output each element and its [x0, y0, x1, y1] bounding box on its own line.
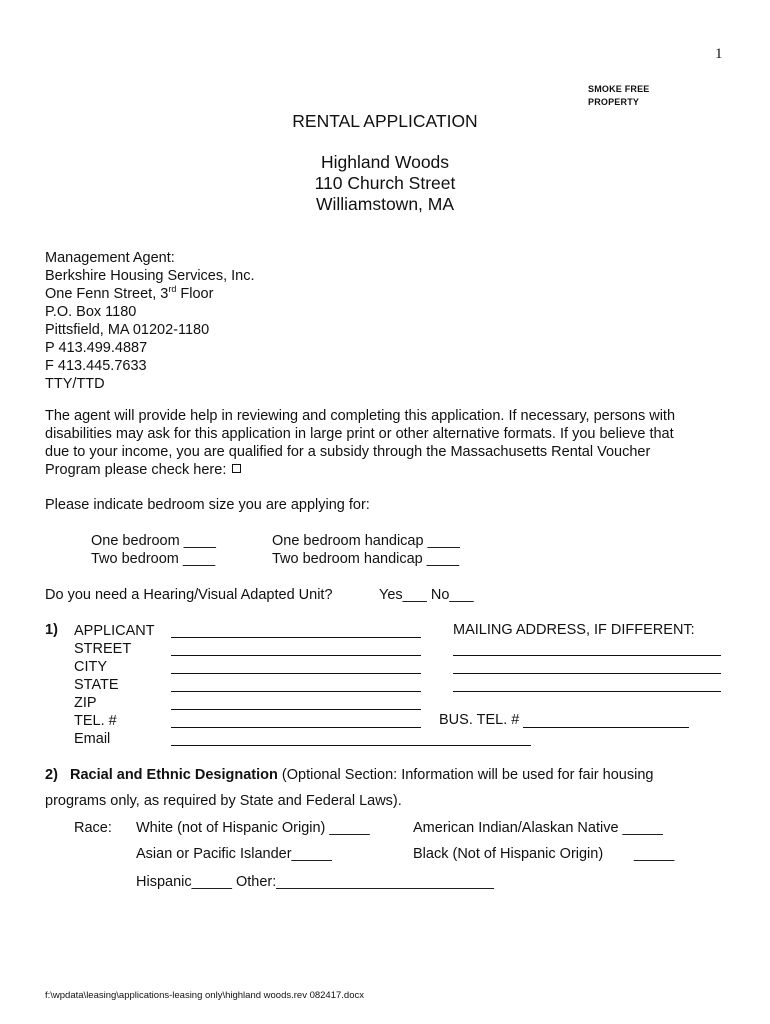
mailing-line-3-field[interactable] [453, 691, 721, 692]
page-title: RENTAL APPLICATION [292, 111, 478, 131]
mailing-line-1-field[interactable] [453, 655, 721, 656]
race-black-blank[interactable]: _____ [634, 846, 675, 862]
agent-phone: P 413.499.4887 [45, 340, 148, 356]
one-bedroom-handicap-option[interactable]: One bedroom handicap ____ [272, 533, 460, 549]
two-bedroom-option[interactable]: Two bedroom ____ [91, 551, 216, 567]
intro-line-4 [45, 461, 725, 479]
property-street: 110 Church Street [314, 173, 456, 193]
file-path-footer: f:\wpdata\leasing\applications-leasing only\highland woods.rev 082417.docx [45, 990, 364, 1001]
bus-tel-label: BUS. TEL. # [439, 712, 520, 728]
one-bedroom-option[interactable]: One bedroom ____ [91, 533, 216, 549]
mailing-line-2-field[interactable] [453, 673, 721, 674]
racial-note-line-2: programs only, as required by State and Federal Laws). [45, 793, 402, 809]
voucher-checkbox[interactable] [232, 464, 241, 473]
applicant-field[interactable] [171, 637, 421, 638]
smoke-free-note [588, 83, 650, 109]
email-field[interactable] [171, 745, 531, 746]
intro-line-4-text: Program please check here: [45, 462, 227, 478]
bus-tel-field[interactable] [523, 727, 689, 728]
agent-city: Pittsfield, MA 01202-1180 [45, 322, 210, 338]
race-label: Race: [74, 820, 112, 836]
smoke-free-line-1: SMOKE FREE [588, 84, 650, 94]
property-city: Williamstown, MA [315, 194, 455, 214]
applicant-label: APPLICANT [74, 623, 155, 639]
page-number: 1 [715, 46, 723, 62]
state-label: STATE [74, 677, 119, 693]
agent-address-post: Floor [176, 286, 214, 302]
intro-line-2: disabilities may ask for this application in large print or other alternative formats. If you believe that [45, 426, 674, 442]
bedroom-prompt: Please indicate bedroom size you are applying for: [45, 497, 370, 513]
agent-tty: TTY/TTD [45, 376, 105, 392]
smoke-free-line-2: PROPERTY [588, 97, 640, 107]
city-field[interactable] [171, 673, 421, 674]
agent-address [45, 285, 255, 303]
intro-line-1: The agent will provide help in reviewing and completing this application. If necessary, persons with [45, 408, 676, 424]
section-1-number: 1) [45, 622, 58, 638]
zip-field[interactable] [171, 709, 421, 710]
agent-fax: F 413.445.7633 [45, 358, 147, 374]
street-label: STREET [74, 641, 132, 657]
racial-heading: Racial and Ethnic Designation [70, 767, 278, 783]
race-hispanic-other-option[interactable]: Hispanic_____ Other:___________________________ [136, 874, 494, 890]
applicant-labels [74, 622, 155, 748]
race-white-option[interactable]: White (not of Hispanic Origin) _____ [136, 820, 370, 836]
hearing-yes-no[interactable]: Yes___ No___ [379, 587, 474, 603]
racial-note: (Optional Section: Information will be used for fair housing [277, 767, 654, 783]
mailing-address-label: MAILING ADDRESS, IF DIFFERENT: [453, 622, 695, 638]
agent-address-sup: rd [168, 284, 177, 295]
agent-address-pre: One Fenn Street, 3 [45, 286, 169, 302]
race-black-option[interactable]: Black (Not of Hispanic Origin) [413, 846, 604, 862]
property-name: Highland Woods [320, 152, 450, 172]
tel-label: TEL. # [74, 713, 117, 729]
two-bedroom-handicap-option[interactable]: Two bedroom handicap ____ [272, 551, 460, 567]
tel-field[interactable] [171, 727, 421, 728]
street-field[interactable] [171, 655, 421, 656]
management-agent-block [45, 249, 255, 393]
race-american-indian-option[interactable]: American Indian/Alaskan Native _____ [413, 820, 663, 836]
email-label: Email [74, 731, 111, 747]
hearing-question: Do you need a Hearing/Visual Adapted Unit? [45, 587, 333, 603]
state-field[interactable] [171, 691, 421, 692]
agent-po-box: P.O. Box 1180 [45, 304, 137, 320]
city-label: CITY [74, 659, 108, 675]
racial-heading-line [45, 767, 653, 783]
intro-paragraph [45, 407, 725, 479]
agent-company: Berkshire Housing Services, Inc. [45, 268, 255, 284]
section-2-number: 2) [45, 767, 58, 783]
agent-label: Management Agent: [45, 250, 175, 266]
zip-label: ZIP [74, 695, 97, 711]
race-asian-option[interactable]: Asian or Pacific Islander_____ [136, 846, 332, 862]
intro-line-3: due to your income, you are qualified for a subsidy through the Massachusetts Rental Voucher [45, 444, 651, 460]
